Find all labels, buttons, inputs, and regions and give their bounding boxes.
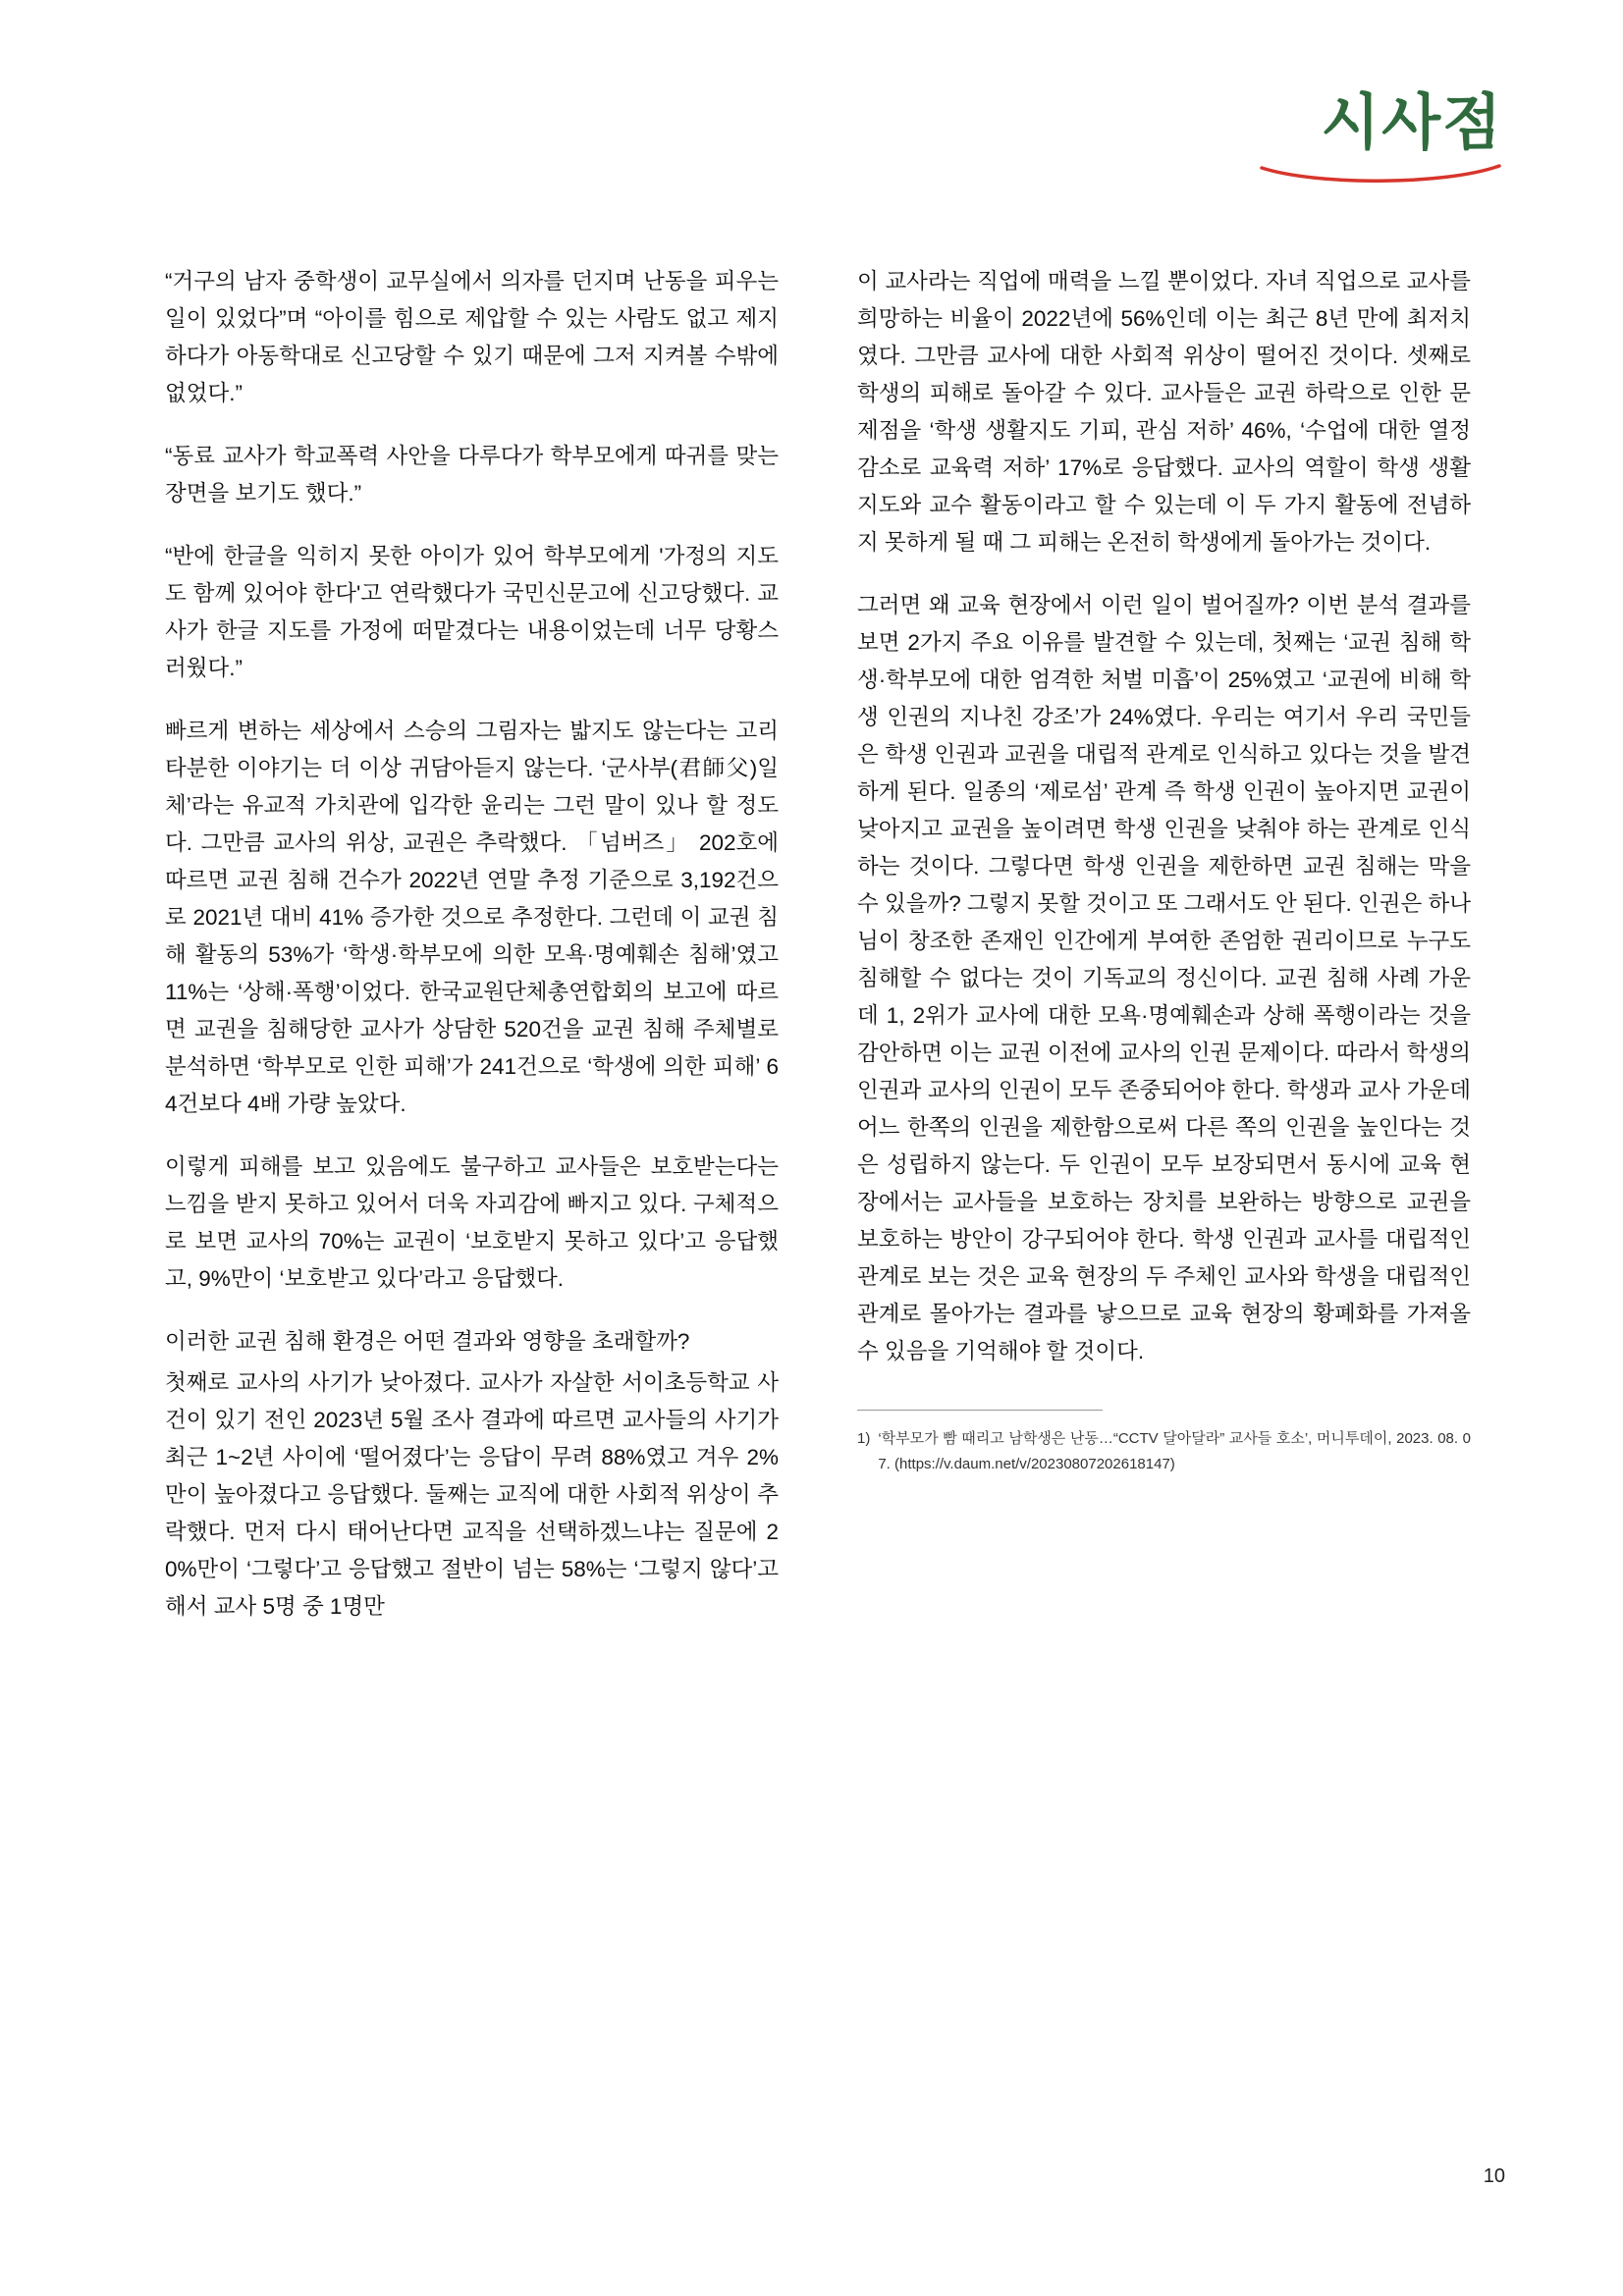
title-underline-decoration (1258, 164, 1503, 186)
page-header (1091, 89, 1503, 186)
paragraph: 빠르게 변하는 세상에서 스승의 그림자는 밟지도 않는다는 고리타분한 이야기는 더 이상 귀담아듣지 않는다. ‘군사부(君師父)일체’라는 유교적 가치관에 입각한 윤리는 그런 말이 있나 할 정도다. 그만큼 교사의 위상, 교권은 추락했다. 「넘버즈」 202호에 따르면 교권 침해 건수가 2022년 연말 추정 기준으로 3,192건으로 2021년 대비 41% 증가한 것으로 추정한다. 그런데 이 교권 침해 활동의 53%가 ‘학생·학부모에 의한 모욕·명예훼손 침해’였고 11%는 ‘상해·폭행’이었다. 한국교원단체총연합회의 보고에 따르면 교권을 침해당한 교사가 상담한 520건을 교권 침해 주체별로 분석하면 ‘학부모로 인한 피해’가 241건으로 ‘학생에 의한 피해’ 64건보다 4배 가량 높았다. (165, 719, 779, 1116)
right-column (857, 263, 1471, 1651)
two-column-body (165, 263, 1471, 1651)
footnote-section (857, 1410, 1471, 1477)
page-title: 시사점 (1321, 89, 1503, 157)
paragraph: 이렇게 피해를 보고 있음에도 불구하고 교사들은 보호받는다는 느낌을 받지 못하고 있어서 더욱 자괴감에 빠지고 있다. 구체적으로 보면 교사의 70%는 교권이 ‘보호받지 못하고 있다’고 응답했고, 9%만이 ‘보호받고 있다’라고 응답했다. (165, 1154, 779, 1291)
paragraph: 이러한 교권 침해 환경은 어떤 결과와 영향을 초래할까? (165, 1329, 690, 1354)
footnote-text: ‘학부모가 빰 때리고 남학생은 난동…“CCTV 달아달라” 교사들 호소’, 머니투데이, 2023. 08. 07. (https://v.daum.net/v/20230807202618147) (878, 1430, 1471, 1472)
paragraph: 첫째로 교사의 사기가 낮아졌다. 교사가 자살한 서이초등학교 사건이 있기 전인 2023년 5월 조사 결과에 따르면 교사들의 사기가 최근 1~2년 사이에 ‘떨어졌다’는 응답이 무려 88%였고 겨우 2%만이 높아졌다고 응답했다. 둘째는 교직에 대한 사회적 위상이 추락했다. 먼저 다시 태어난다면 교직을 선택하겠느냐는 질문에 20%만이 ‘그렇다’고 응답했고 절반이 넘는 58%는 ‘그렇지 않다’고 해서 교사 5명 중 1명만 (165, 1370, 779, 1619)
footnote-number: 1) (857, 1430, 871, 1447)
paragraph: 그러면 왜 교육 현장에서 이런 일이 벌어질까? 이번 분석 결과를 보면 2가지 주요 이유를 발견할 수 있는데, 첫째는 ‘교권 침해 학생·학부모에 대한 엄격한 처벌 미흡’이 25%였고 ‘교권에 비해 학생 인권의 지나친 강조’가 24%였다. 우리는 여기서 우리 국민들은 학생 인권과 교권을 대립적 관계로 인식하고 있다는 것을 발견하게 된다. 일종의 ‘제로섬’ 관계 즉 학생 인권이 높아지면 교권이 낮아지고 교권을 높이려면 학생 인권을 낮춰야 하는 관계로 인식하는 것이다. 그렇다면 학생 인권을 제한하면 교권 침해는 막을 수 있을까? 그렇지 못할 것이고 또 그래서도 안 된다. 인권은 하나님이 창조한 존재인 인간에게 부여한 존엄한 권리이므로 누구도 침해할 수 없다는 것이 기독교의 정신이다. 교권 침해 사례 가운데 1, 2위가 교사에 대한 모욕·명예훼손과 상해 폭행이라는 것을 감안하면 이는 교권 이전에 교사의 인권 문제이다. 따라서 학생의 인권과 교사의 인권이 모두 존중되어야 한다. 학생과 교사 가운데 어느 한쪽의 인권을 제한함으로써 다른 쪽의 인권을 높인다는 것은 성립하지 않는다. 두 인권이 모두 보장되면서 동시에 교육 현장에서는 교사들을 보호하는 장치를 보완하는 방향으로 교권을 보호하는 방안이 강구되어야 한다. 학생 인권과 교사를 대립적인 관계로 보는 것은 교육 현장의 두 주체인 교사와 학생을 대립적인 관계로 몰아가는 결과를 낳으므로 교육 현장의 황폐화를 가져올 수 있음을 기억해야 할 것이다. (857, 593, 1471, 1363)
footnote (857, 1426, 1471, 1477)
page-number: 10 (1483, 2165, 1505, 2187)
paragraph: “동료 교사가 학교폭력 사안을 다루다가 학부모에게 따귀를 맞는 장면을 보기도 했다.” (165, 444, 779, 506)
left-column (165, 263, 779, 1651)
paragraph: “거구의 남자 중학생이 교무실에서 의자를 던지며 난동을 피우는 일이 있었다”며 “아이를 힘으로 제압할 수 있는 사람도 없고 제지하다가 아동학대로 신고당할 수 있기 때문에 그저 지켜볼 수밖에 없었다.” (165, 269, 779, 405)
paragraph: 이 교사라는 직업에 매력을 느낄 뿐이었다. 자녀 직업으로 교사를 희망하는 비율이 2022년에 56%인데 이는 최근 8년 만에 최저치였다. 그만큼 교사에 대한 사회적 위상이 떨어진 것이다. 셋째로 학생의 피해로 돌아갈 수 있다. 교사들은 교권 하락으로 인한 문제점을 ‘학생 생활지도 기피, 관심 저하’ 46%, ‘수업에 대한 열정 감소로 교육력 저하’ 17%로 응답했다. 교사의 역할이 학생 생활지도와 교수 활동이라고 할 수 있는데 이 두 가지 활동에 전념하지 못하게 될 때 그 피해는 온전히 학생에게 돌아가는 것이다. (857, 269, 1471, 555)
paragraph: “반에 한글을 익히지 못한 아이가 있어 학부모에게 '가정의 지도도 함께 있어야 한다'고 연락했다가 국민신문고에 신고당했다. 교사가 한글 지도를 가정에 떠맡겼다는 내용이었는데 너무 당황스러웠다.” (165, 544, 779, 680)
footnote-divider (857, 1410, 1103, 1411)
